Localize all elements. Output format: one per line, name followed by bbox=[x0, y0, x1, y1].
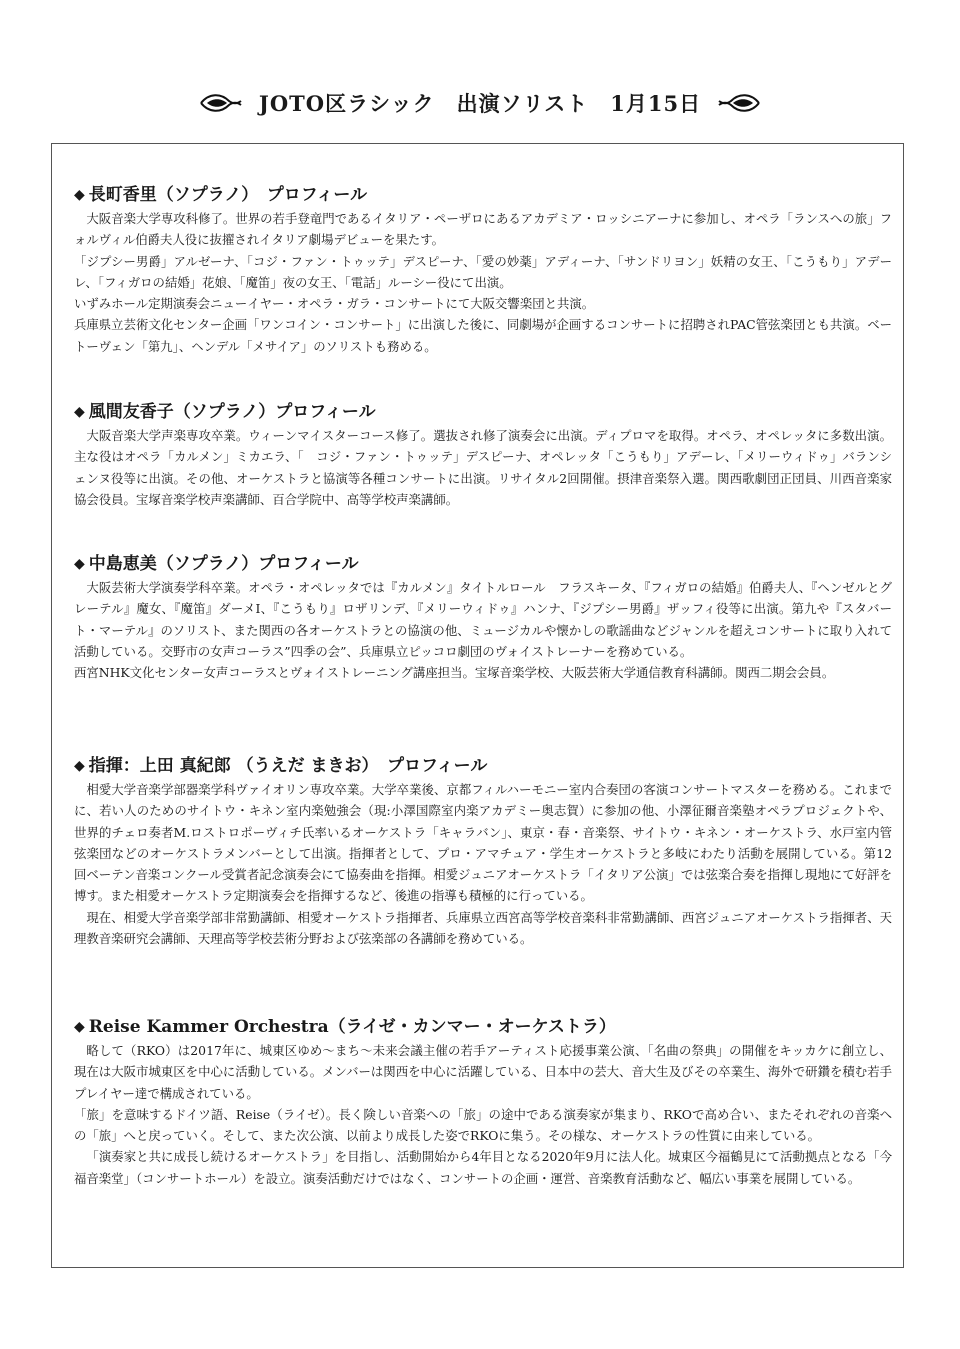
page-title: JOTO区ラシック 出演ソリスト 1月15日 bbox=[258, 91, 702, 116]
section-paragraph: 「ジプシー男爵」アルゼーナ、「コジ・ファン・トゥッテ」デスピーナ、「愛の妙薬」アディーナ、「サンドリヨン」妖精の女王、「こうもり」アデーレ、「フィガロの結婚」花娘、「魔笛」夜の女王、「電話」ルーシー役にて出演。 bbox=[74, 253, 892, 290]
section-heading bbox=[74, 753, 892, 779]
section-paragraph: 大阪音楽大学声楽専攻卒業。ウィーンマイスターコース修了。選抜され修了演奏会に出演。ディプロマを取得。オペラ、オペレッタに多数出演。主な役はオペラ「カルメン」ミカエラ、「 コジ・ファン・トゥッテ」デスピーナ、オペレッタ「こうもり」アデーレ、「メリーウィドゥ」バランシェンヌ役等に出演。その他、オーケストラと協演等各種コンサートに出演。リサイタル2回開催。摂津音楽祭入選。関西歌劇団正団員、川西音楽家協会役員。宝塚音楽学校声楽講師、百合学院中、高等学校声楽講師。 bbox=[74, 428, 892, 507]
section-heading bbox=[74, 182, 892, 208]
section-title: Reise Kammer Orchestra（ライゼ・カンマー・オーケストラ） bbox=[88, 1017, 616, 1037]
profile-section-conductor-ueda bbox=[74, 753, 892, 949]
section-title: 中島恵美（ソプラノ）プロフィール bbox=[88, 554, 359, 574]
diamond-bullet-icon: ◆ bbox=[74, 1019, 85, 1035]
section-title: 風間友香子（ソプラノ）プロフィール bbox=[88, 402, 376, 422]
section-paragraph: 「旅」を意味するドイツ語、Reise（ライゼ）。長く険しい音楽への「旅」の途中である演奏家が集まり、RKOで高め合い、またそれぞれの音楽への「旅」へと戻っていく。そして、また次公演、以前より成長した姿でRKOに集う。その様な、オーケストラの性質に由来している。 bbox=[74, 1106, 892, 1144]
flourish-right-icon bbox=[717, 90, 761, 116]
section-paragraph: 大阪音楽大学専攻科修了。世界の若手登竜門であるイタリア・ペーザロにあるアカデミア・ロッシニアーナに参加し、オペラ「ランスへの旅」フォルヴィル伯爵夫人役に抜擢されイタリア劇場デビューを果たす。 bbox=[74, 211, 892, 248]
flourish-left-icon bbox=[199, 90, 243, 116]
profile-section-nakajima bbox=[74, 551, 892, 683]
section-paragraph: 相愛大学音楽学部器楽学科ヴァイオリン専攻卒業。大学卒業後、京都フィルハーモニー室内合奏団の客演コンサートマスターを務める。これまでに、若い人のためのサイトウ・キネン室内楽勉強会（現:小澤国際室内楽アカデミー奥志賀）に参加の他、小澤征爾音楽塾オペラプロジェクトや、世界的チェロ奏者M.ロストロポーヴィチ氏率いるオーケストラ「キャラバン」、東京・春・音楽祭、サイトウ・キネン・オーケストラ、水戸室内管弦楽団などのオーケストラメンバーとして出演。指揮者として、プロ・アマチュア・学生オーケストラと多岐にわたり活動を展開している。第12回ベーテン音楽コンクール受賞者記念演奏会にて協奏曲を指揮。相愛ジュニアオーケストラ「イタリア公演」では弦楽合奏を指揮し現地にて好評を博す。また相愛オーケストラ定期演奏会を指揮するなど、後進の指導も積極的に行っている。 bbox=[74, 782, 892, 904]
section-title: 指揮：上田 真紀郎 （うえだ まきお） プロフィール bbox=[88, 756, 488, 776]
section-paragraph: 「演奏家と共に成長し続けるオーケストラ」を目指し、活動開始から4年目となる2020年9月に法人化。城東区今福鶴見にて活動拠点となる「今福音楽堂」（コンサートホール）を設立。演奏活動だけではなく、コンサートの企画・運営、音楽教育活動など、幅広い事業を展開している。 bbox=[74, 1149, 892, 1186]
section-title: 長町香里（ソプラノ） プロフィール bbox=[88, 185, 368, 205]
section-paragraph: 大阪芸術大学演奏学科卒業。オペラ・オペレッタでは『カルメン』タイトルロール フラスキータ、『フィガロの結婚』伯爵夫人、『ヘンゼルとグレーテル』魔女、『魔笛』ダーメI、『こうもり』ロザリンデ、『メリーウィドゥ』ハンナ、『ジプシー男爵』ザッフィ役等に出演。第九や『スタバート・マーテル』のソリスト、また関西の各オーケストラとの協演の他、ミュージカルや懐かしの歌謡曲などジャンルを超えコンサートに取り入れて活動している。交野市の女声コーラス”四季の会”、兵庫県立ピッコロ劇団のヴォイストレーナーを務めている。 bbox=[74, 580, 892, 659]
diamond-bullet-icon: ◆ bbox=[74, 758, 85, 774]
section-heading bbox=[74, 399, 892, 425]
page-header bbox=[0, 78, 960, 128]
section-paragraph: 略して（RKO）は2017年に、城東区ゆめ～まち～未来会議主催の若手アーティスト応援事業公演、「名曲の祭典」の開催をキッカケに創立し、現在は大阪市城東区を中心に活動している。メンバーは関西を中心に活躍している、日本中の芸大、音大生及びその卒業生、海外で研鑽を積む若手プレイヤー達で構成されている。 bbox=[74, 1043, 892, 1101]
section-paragraph: 兵庫県立芸術文化センター企画「ワンコイン・コンサート」に出演した後に、同劇場が企画するコンサートに招聘されPAC管弦楽団とも共演。ベートーヴェン「第九」、ヘンデル「メサイア」のソリストも務める。 bbox=[74, 317, 892, 354]
profile-section-orchestra bbox=[74, 1014, 892, 1189]
profile-section-nagamachi bbox=[74, 182, 892, 357]
section-paragraph: 西宮NHK文化センター女声コーラスとヴォイストレーニング講座担当。宝塚音楽学校、大阪芸術大学通信教育科講師。関西二期会会員。 bbox=[74, 665, 835, 681]
section-heading bbox=[74, 1014, 892, 1040]
diamond-bullet-icon: ◆ bbox=[74, 187, 85, 203]
section-paragraph: いずみホール定期演奏会ニューイヤー・オペラ・ガラ・コンサートにて大阪交響楽団と共演。 bbox=[74, 296, 595, 312]
section-paragraph: 現在、相愛大学音楽学部非常勤講師、相愛オーケストラ指揮者、兵庫県立西宮高等学校音楽科非常勤講師、西宮ジュニアオーケストラ指揮者、天理教音楽研究会講師、天理高等学校芸術分野および弦楽部の各講師を務めている。 bbox=[74, 909, 892, 947]
section-heading bbox=[74, 551, 892, 577]
diamond-bullet-icon: ◆ bbox=[74, 404, 85, 420]
profile-section-kazama bbox=[74, 399, 892, 510]
diamond-bullet-icon: ◆ bbox=[74, 556, 85, 572]
